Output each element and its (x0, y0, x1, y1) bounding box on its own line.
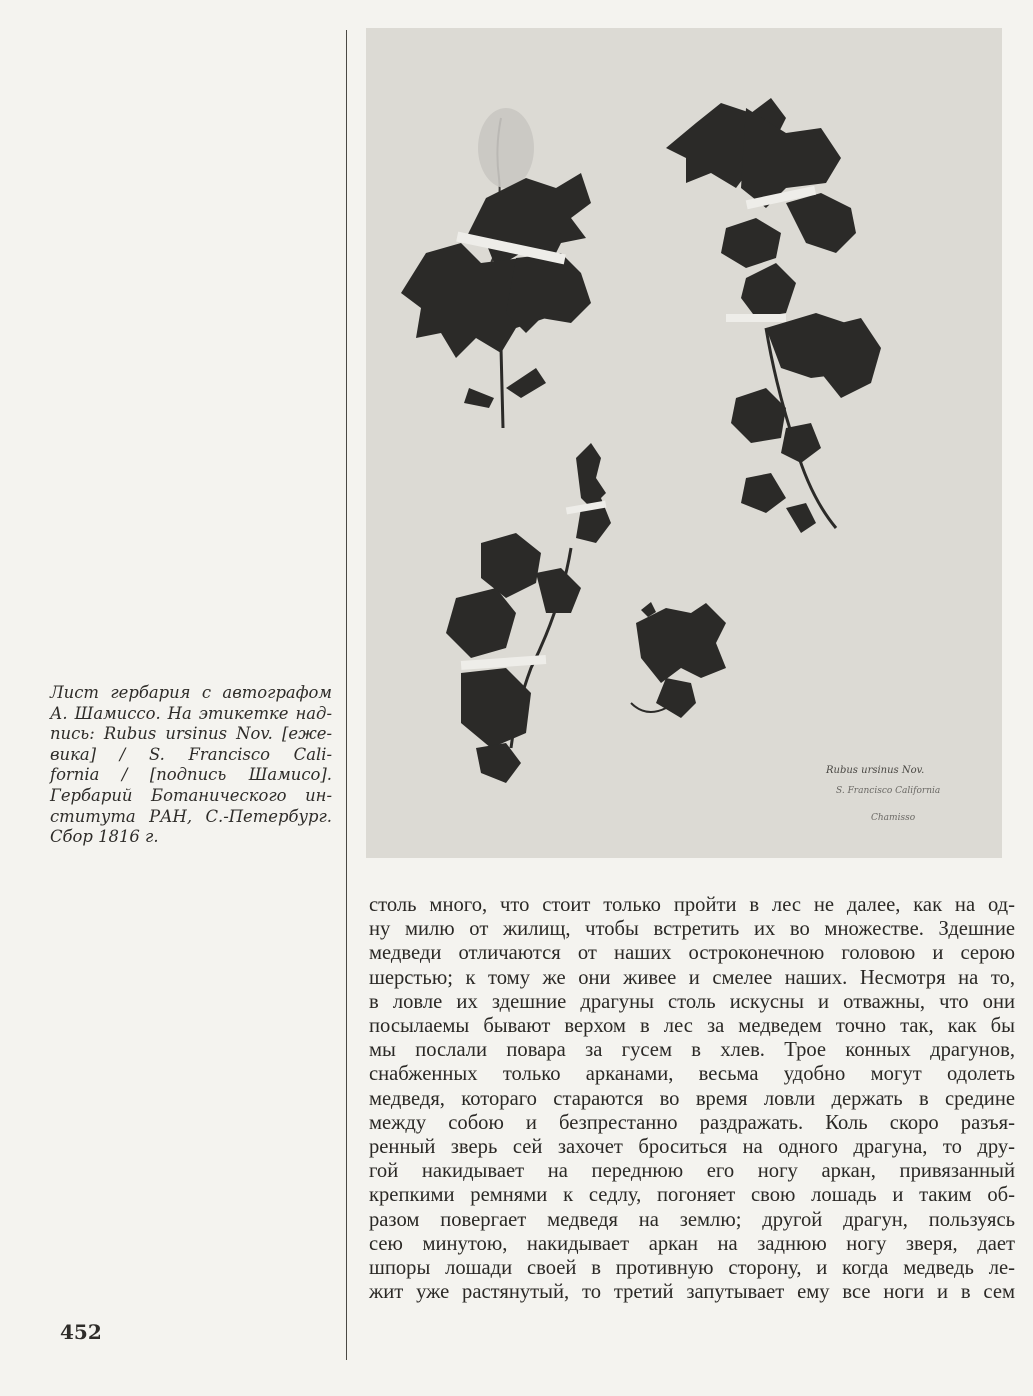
body-line: ренный зверь сей захочет броситься на одного драгуна, то дру- (369, 1136, 1015, 1159)
body-line: мы послали повара за гусем в хлев. Трое конных драгунов, (369, 1039, 1015, 1062)
caption-line: Сбор 1816 г. (50, 827, 159, 847)
column-divider (346, 30, 347, 1360)
body-line: шпоры лошади своей в противную сторону, и когда медведь ле- (369, 1257, 1015, 1280)
body-line: жит уже растянутый, то третий запутывает ему все ноги и в сем (369, 1281, 1015, 1304)
body-line: медведя, котораго стараются во время ловли держать в средине (369, 1087, 1015, 1110)
figure-caption (50, 683, 332, 848)
svg-text:Rubus ursinus Nov.: Rubus ursinus Nov. (826, 765, 925, 776)
body-line: столь много, что стоит только пройти в лес не далее, как на од- (369, 894, 1015, 916)
body-line: снабженных только арканами, весьма удобно могут одолеть (369, 1063, 1015, 1086)
svg-text:Chamisso: Chamisso (871, 813, 916, 823)
herbarium-sheet-illustration (366, 28, 1002, 858)
caption-line: ститута РАН, С.-Петербург. (50, 806, 332, 826)
svg-text:S. Francisco California: S. Francisco California (836, 786, 941, 796)
body-line: медведи отличаются от наших остроконечною головою и серою (369, 942, 1015, 965)
caption-line: Гербарий Ботанического ин- (50, 785, 332, 805)
body-line: посылаемы бывают верхом в лес за медведем точно так, как бы (369, 1015, 1015, 1038)
herbarium-photo (366, 28, 1002, 858)
caption-line: Лист гербария с автографом (50, 683, 332, 702)
body-line: разом повергает медведя на землю; другой драгун, пользуясь (369, 1208, 1015, 1231)
page-number: 452 (60, 1320, 102, 1344)
caption-line: fornia / [подпись Шамисо]. (50, 765, 332, 785)
body-line: ну милю от жилищ, чтобы встретить их во множестве. Здешние (369, 918, 1015, 941)
caption-line: пись: Rubus ursinus Nov. [еже- (50, 724, 332, 744)
body-line: в ловле их здешние драгуны столь искусны и отважны, что они (369, 990, 1015, 1013)
body-line: гой накидывает на переднюю его ногу аркан, привязанный (369, 1160, 1015, 1183)
caption-line: вика] / S. Francisco Cali- (50, 744, 332, 764)
body-text (369, 893, 1015, 1304)
caption-line: А. Шамиссо. На этикетке над- (50, 703, 332, 723)
body-line: между собою и безпрестанно раздражать. Коль скоро разъя- (369, 1111, 1015, 1134)
body-line: шерстью; к тому же они живее и смелее наших. Несмотря на то, (369, 966, 1015, 989)
body-line: сею минутою, накидывает аркан на заднюю ногу зверя, дает (369, 1232, 1015, 1255)
body-line: крепкими ремнями к седлу, погоняет свою лошадь и таким об- (369, 1184, 1015, 1207)
